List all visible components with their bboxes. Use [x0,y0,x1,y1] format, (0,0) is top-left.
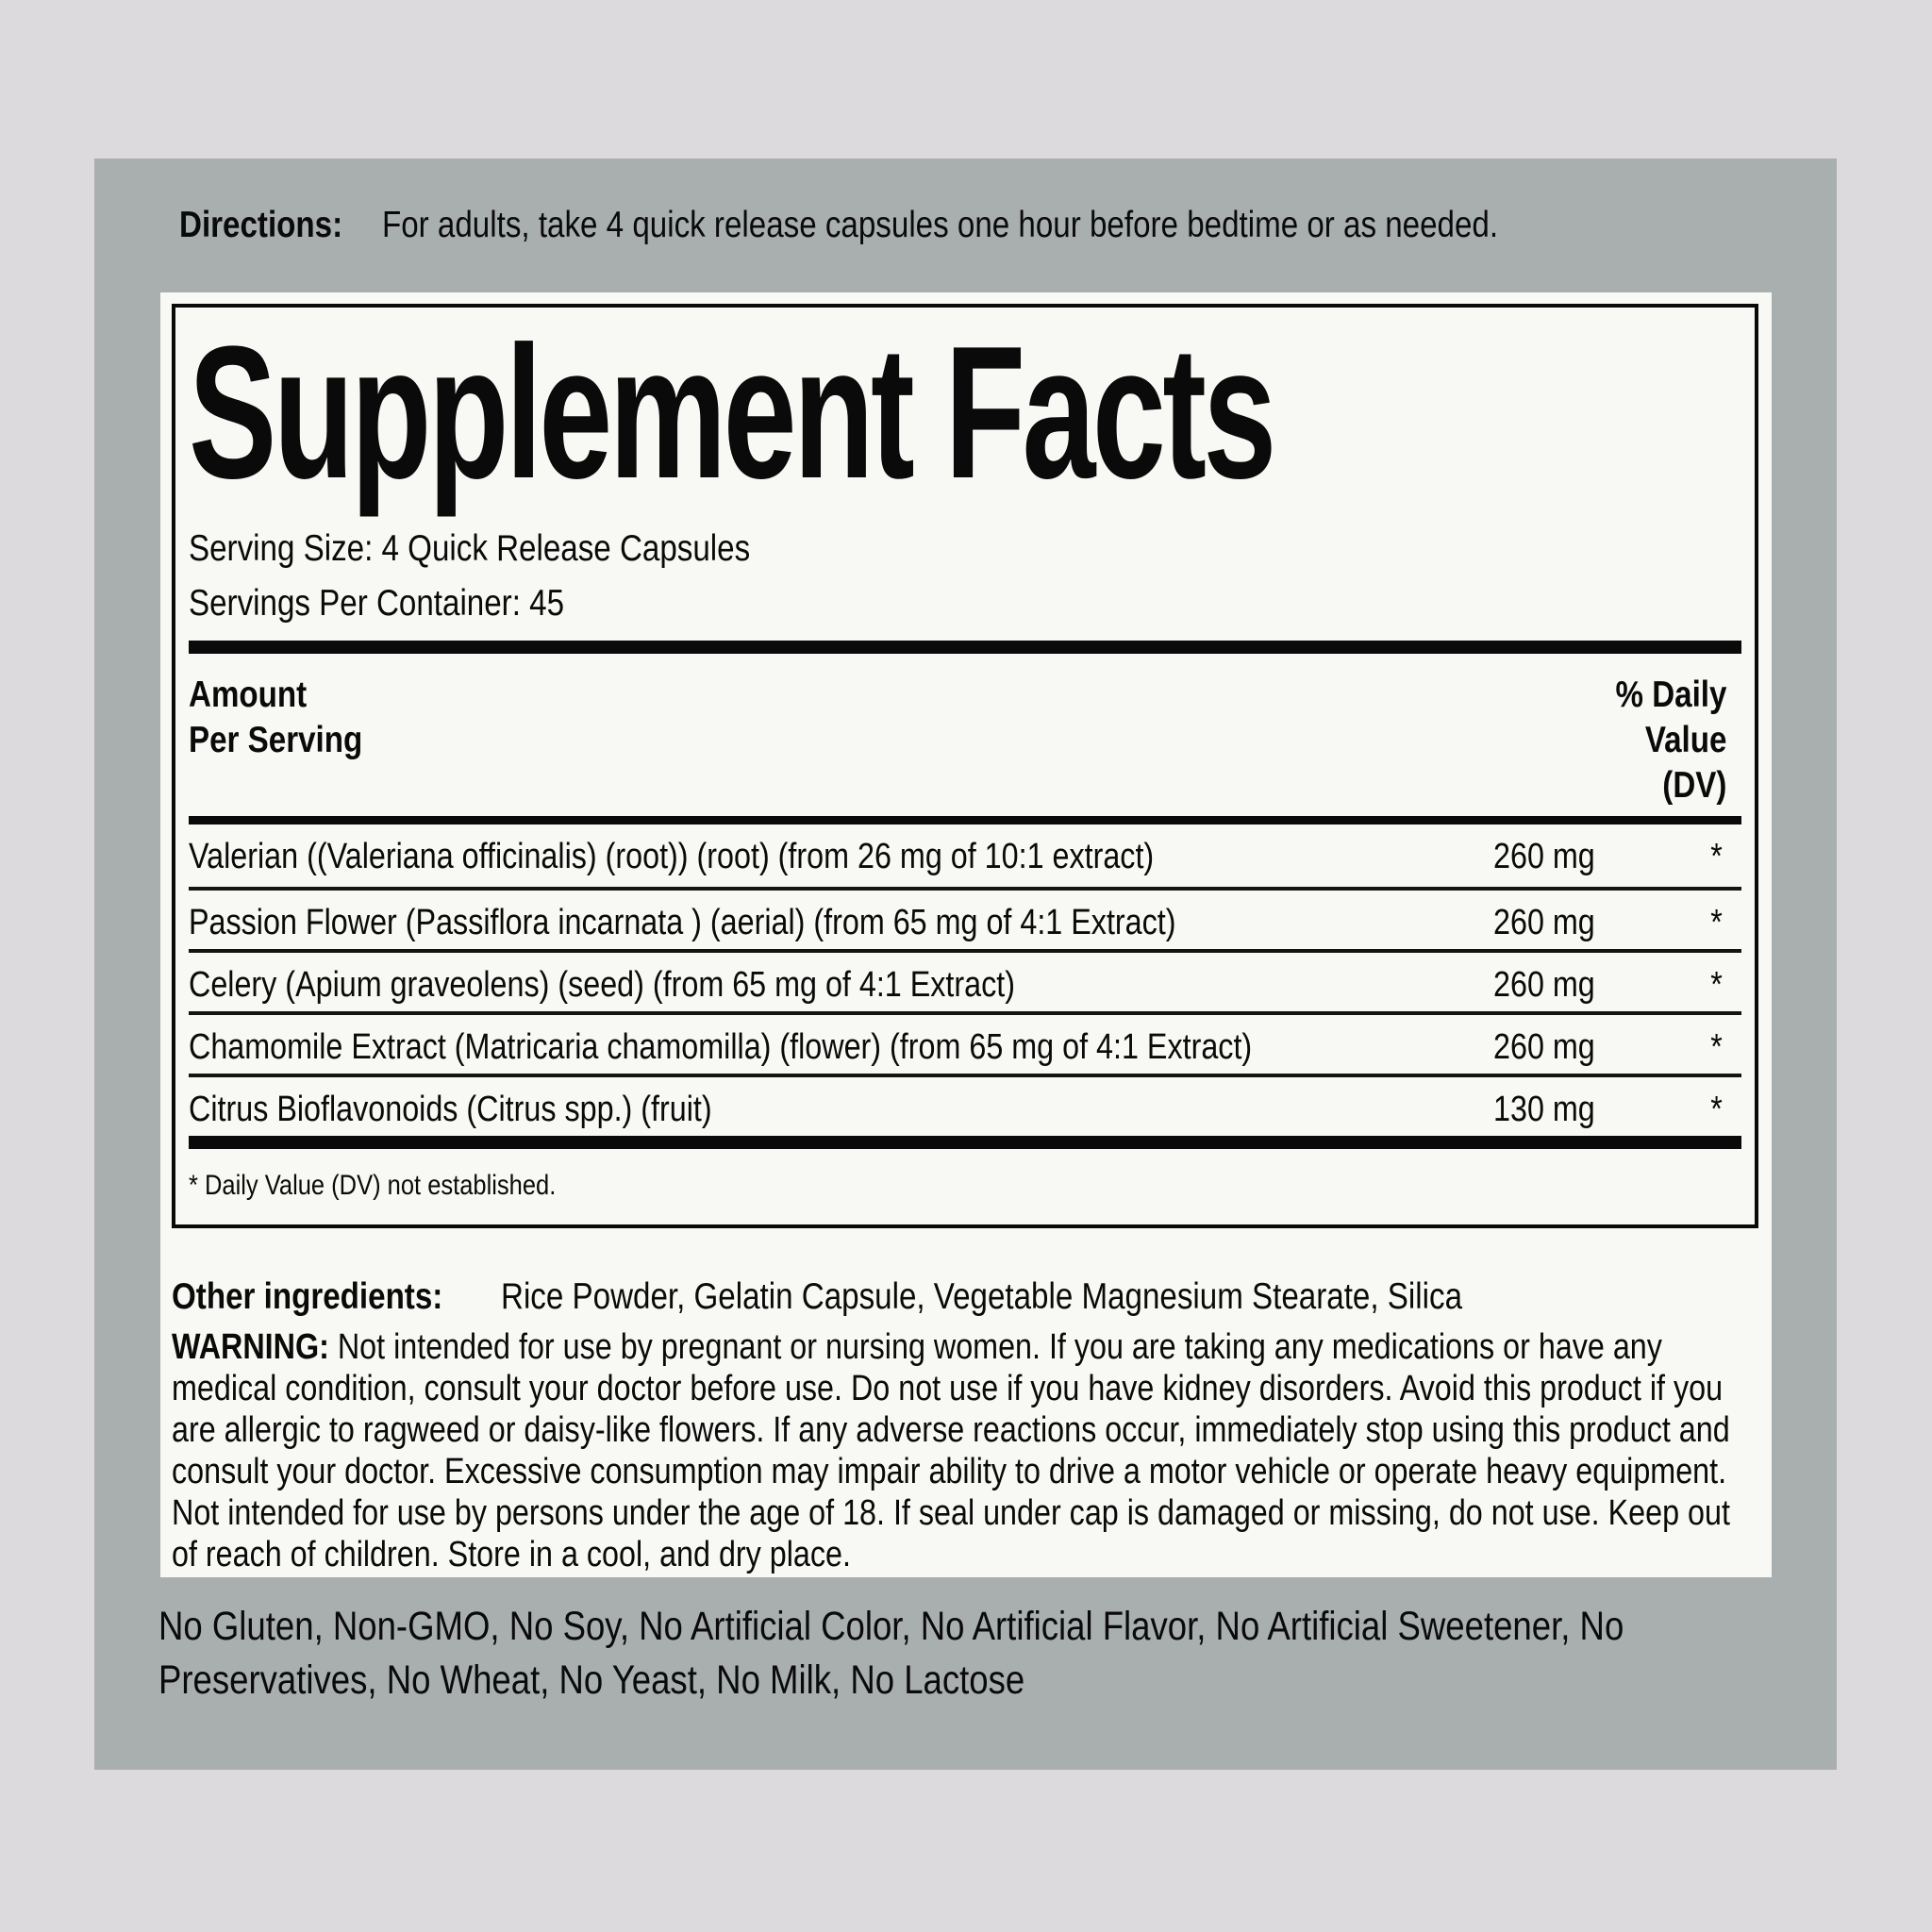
other-ingredients-line [172,1275,1757,1319]
ingredient-amount: 260 mg [1493,903,1595,942]
serving-size: Serving Size: 4 Quick Release Capsules [189,528,751,569]
warning-label: WARNING: [172,1327,329,1367]
table-row [189,824,1741,887]
warning-text: Not intended for use by pregnant or nursing women. If you are taking any medications or have any medical condition, consult your doctor before use. Do not use if you have kidney disorders. Avoid this product if you are allergic to ragweed or daisy-like flowers. If any adverse reactions occur, immediately stop using this product and consult your doctor. Excessive consumption may impair ability to drive a motor vehicle or operate heavy equipment. Not intended for use by persons under the age of 18. If seal under cap is damaged or missing, do not use. Keep out of reach of children. Store in a cool, and dry place. [172,1327,1730,1574]
table-header [189,654,1741,816]
supplement-facts-title: Supplement Facts [189,308,1274,518]
ingredient-name: Chamomile Extract (Matricaria chamomilla) (flower) (from 65 mg of 4:1 Extract) [189,1027,1253,1067]
ingredient-amount: 260 mg [1493,965,1595,1005]
ingredient-amount: 260 mg [1493,1027,1595,1067]
ingredient-daily-value: * [1710,965,1723,1005]
dv-footnote: * Daily Value (DV) not established. [189,1170,557,1201]
ingredient-daily-value: * [1710,837,1723,876]
daily-value-header: % Daily Value (DV) [1615,675,1727,806]
claims-text: No Gluten, Non-GMO, No Soy, No Artificial Color, No Artificial Flavor, No Artificial Sweetener, No Preservatives, No Wheat, No Yeast, No Milk, No Lactose [158,1604,1624,1703]
ingredient-table [189,824,1741,1136]
ingredient-name: Citrus Bioflavonoids (Citrus spp.) (fruit) [189,1090,712,1129]
table-row [189,1011,1741,1074]
ingredient-amount: 130 mg [1493,1090,1595,1129]
divider-medium [189,816,1741,824]
supplement-facts-box [172,304,1758,1228]
ingredient-name: Passion Flower (Passiflora incarnata ) (aerial) (from 65 mg of 4:1 Extract) [189,903,1176,942]
servings-per-container: Servings Per Container: 45 [189,583,565,624]
ingredient-daily-value: * [1710,903,1723,942]
ingredient-daily-value: * [1710,1027,1723,1067]
ingredient-name: Celery (Apium graveolens) (seed) (from 65 mg of 4:1 Extract) [189,965,1016,1005]
table-row [189,887,1741,949]
warning-paragraph [172,1326,1753,1575]
table-row [189,949,1741,1011]
divider-thick-top [189,641,1741,654]
ingredient-amount: 260 mg [1493,837,1595,876]
ingredient-name: Valerian ((Valeriana officinalis) (root)) (root) (from 26 mg of 10:1 extract) [189,837,1155,876]
ingredient-daily-value: * [1710,1090,1723,1129]
directions-text: For adults, take 4 quick release capsules one hour before bedtime or as needed. [381,205,1498,245]
other-ingredients-text: Rice Powder, Gelatin Capsule, Vegetable Magnesium Stearate, Silica [500,1276,1462,1317]
divider-thick-bottom [189,1136,1741,1149]
supplement-facts-card [160,292,1772,1577]
amount-per-serving-header: Amount Per Serving [189,675,363,760]
label-panel [94,158,1837,1770]
table-row [189,1074,1741,1136]
other-ingredients-label: Other ingredients: [172,1276,443,1317]
directions-label: Directions: [179,205,343,245]
directions-line [179,204,1694,247]
